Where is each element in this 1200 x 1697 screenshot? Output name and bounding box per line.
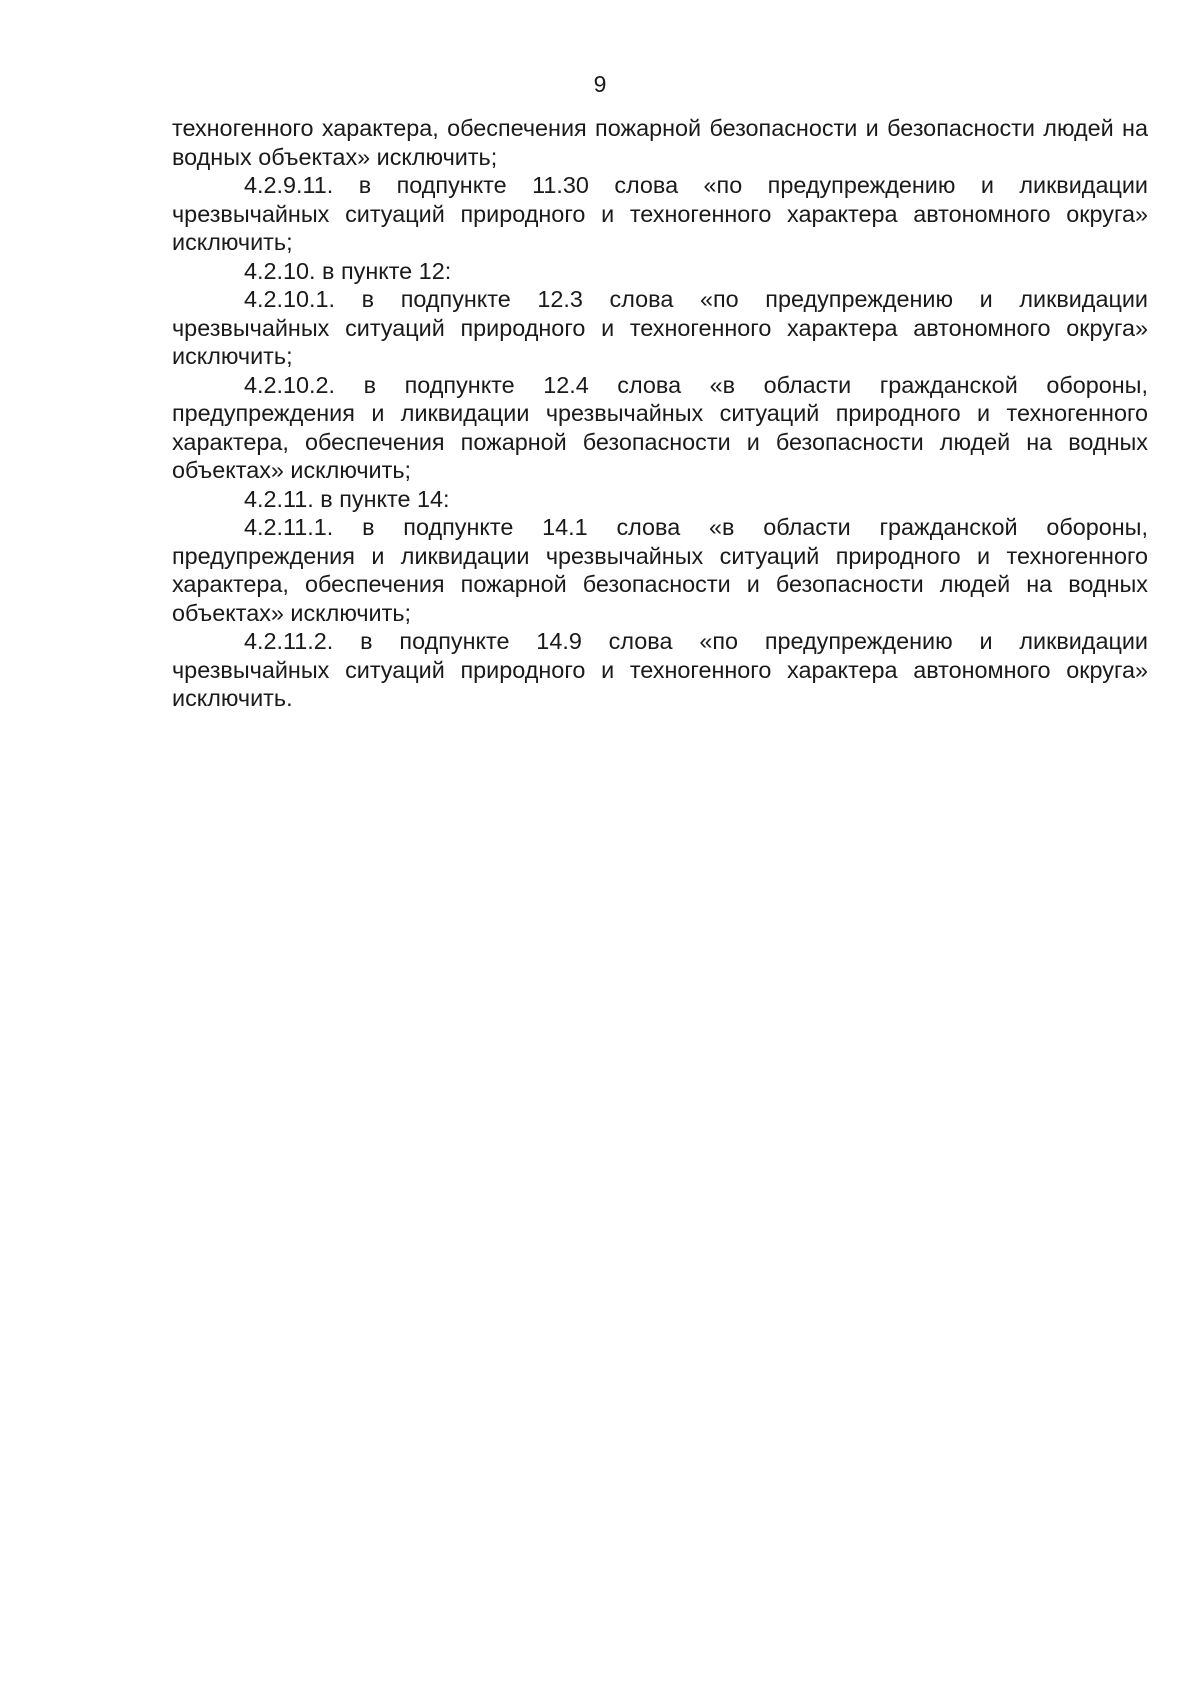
paragraph-item-4-2-11: 4.2.11. в пункте 14: [244, 485, 450, 512]
paragraph-item-4-2-10: 4.2.10. в пункте 12: [244, 257, 452, 284]
paragraph-item-4-2-9-11: 4.2.9.11. в подпункте 11.30 слова «по предупреждению и ликвидации чрезвычайных ситуаций природного и техногенного характера автономного округа» исключить; [172, 172, 1148, 255]
paragraph-continuation: техногенного характера, обеспечения пожарной безопасности и безопасности людей на водных объектах» исключить; [172, 115, 1148, 170]
paragraph-item-4-2-10-1: 4.2.10.1. в подпункте 12.3 слова «по предупреждению и ликвидации чрезвычайных ситуаций природного и техногенного характера автономного округа» исключить; [172, 286, 1148, 369]
page-number: 9 [593, 71, 607, 97]
paragraph-item-4-2-10-2: 4.2.10.2. в подпункте 12.4 слова «в области гражданской обороны, предупреждения и ликвидации чрезвычайных ситуаций природного и техногенного характера, обеспечения пожарной безопасности и безопасности людей на водных объектах» исключить; [172, 371, 1148, 483]
document-body [172, 114, 1148, 713]
paragraph-item-4-2-11-1: 4.2.11.1. в подпункте 14.1 слова «в области гражданской обороны, предупреждения и ликвидации чрезвычайных ситуаций природного и техногенного характера, обеспечения пожарной безопасности и безопасности людей на водных объектах» исключить; [172, 514, 1148, 626]
paragraph-item-4-2-11-2: 4.2.11.2. в подпункте 14.9 слова «по предупреждению и ликвидации чрезвычайных ситуаций природного и техногенного характера автономного округа» исключить. [172, 628, 1148, 711]
